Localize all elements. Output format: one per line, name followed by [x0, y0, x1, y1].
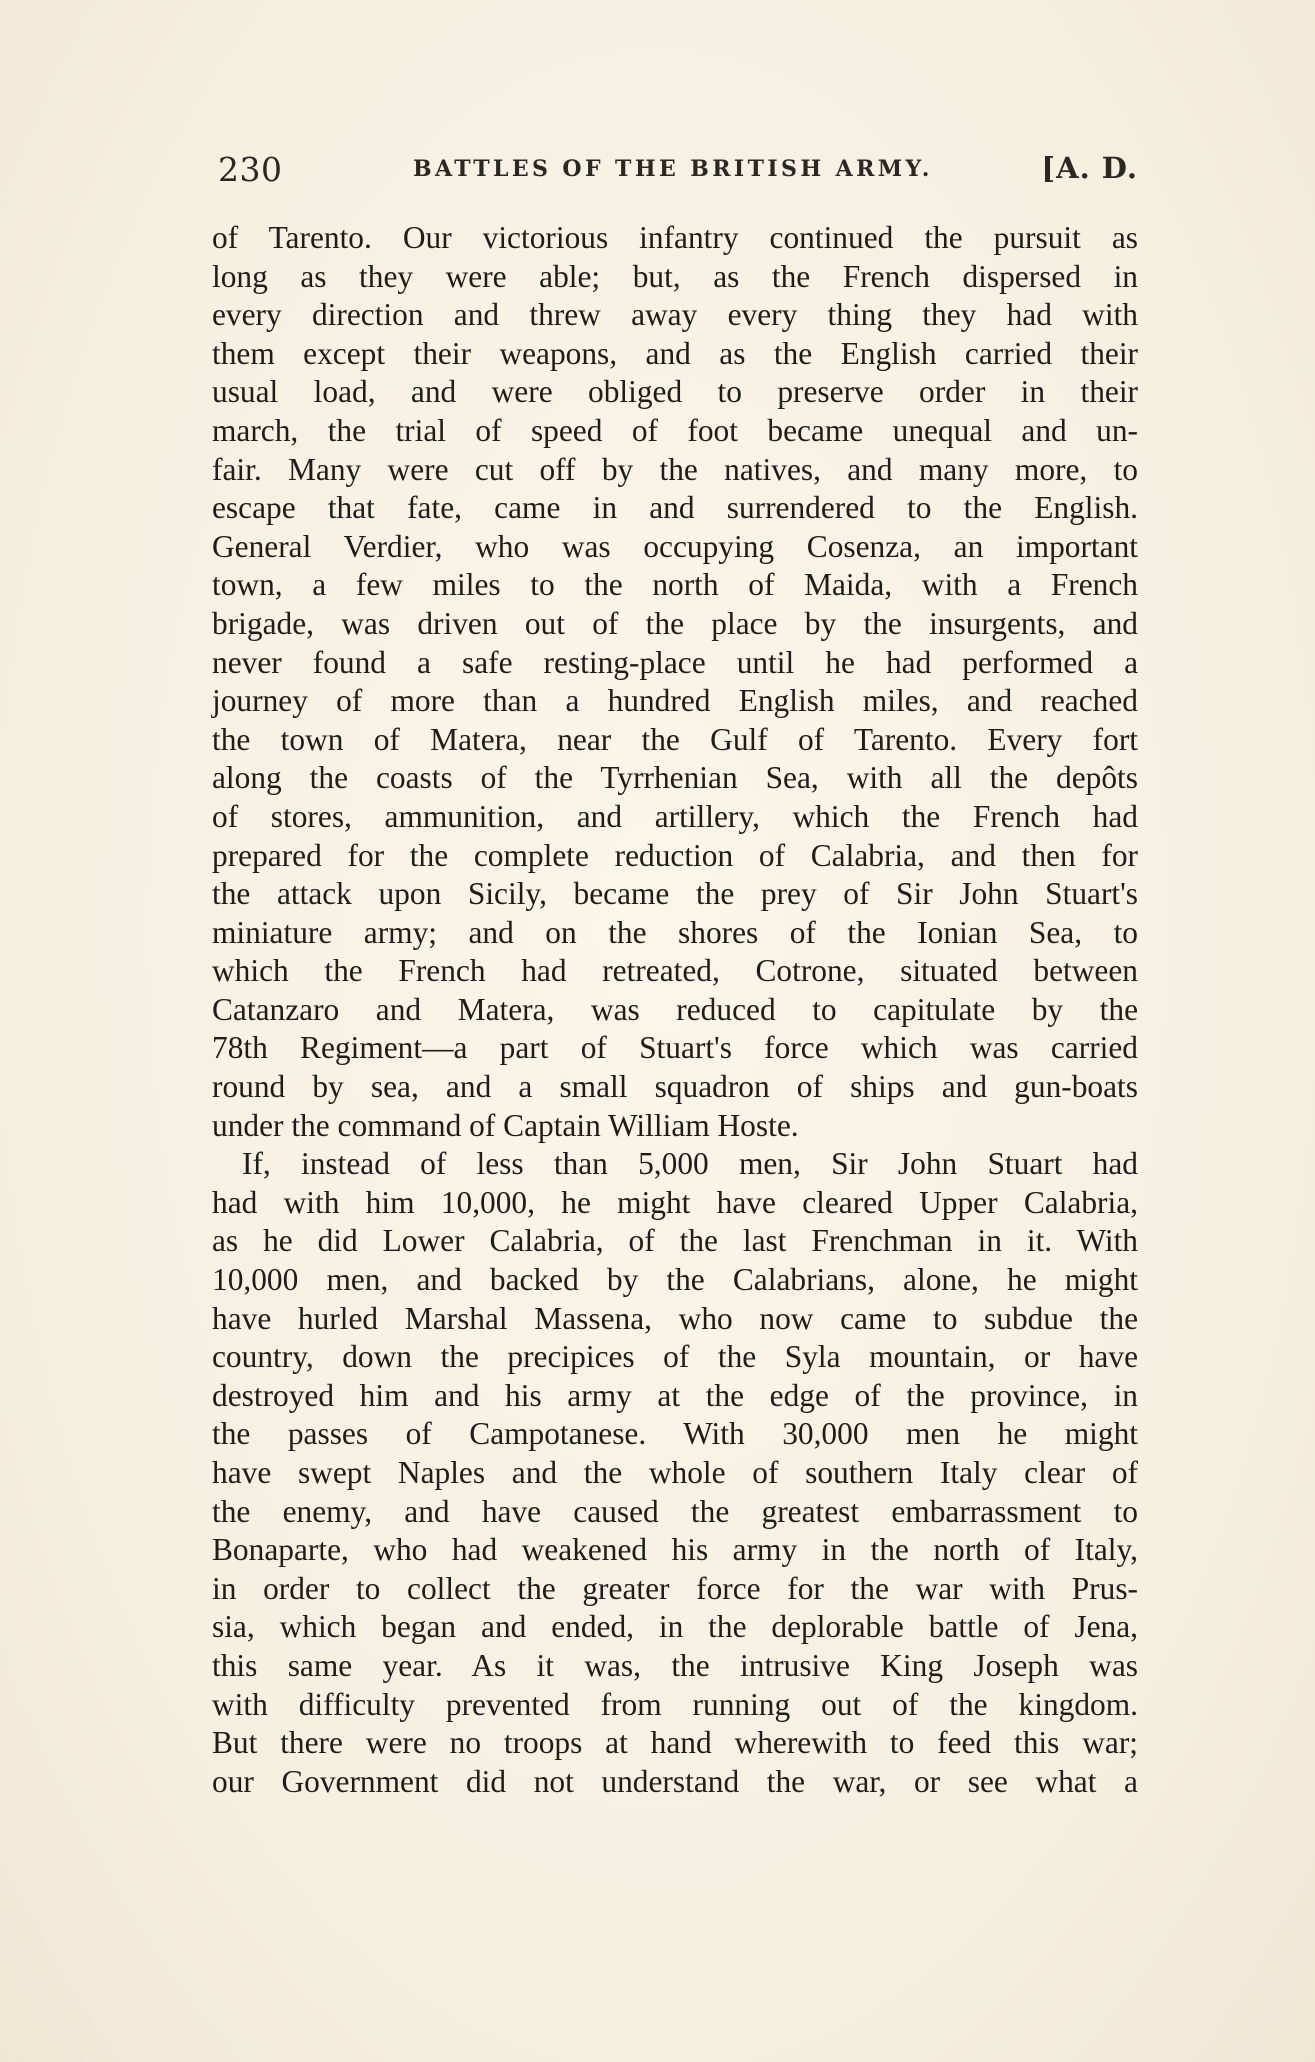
page-header	[218, 150, 1138, 190]
text-line: usual load, and were obliged to preserve order in their	[212, 374, 1138, 410]
text-line: with difficulty prevented from running out of the kingdom.	[212, 1686, 1138, 1722]
running-title: BATTLES OF THE BRITISH ARMY.	[413, 156, 933, 182]
text-line: have hurled Marshal Massena, who now came to subdue the	[212, 1300, 1138, 1336]
text-line: never found a safe resting-place until he had performed a	[212, 644, 1138, 680]
text-line: which the French had retreated, Cotrone, situated between	[212, 953, 1138, 989]
text-line: prepared for the complete reduction of Calabria, and then for	[212, 837, 1138, 873]
text-line: miniature army; and on the shores of the Ionian Sea, to	[212, 914, 1138, 950]
text-line: as he did Lower Calabria, of the last Frenchman in it. With	[212, 1223, 1138, 1259]
paragraph	[212, 1145, 1138, 1801]
text-line: have swept Naples and the whole of southern Italy clear of	[212, 1455, 1138, 1490]
paragraph	[212, 219, 1138, 1145]
text-line: brigade, was driven out of the place by the insurgents, and	[212, 605, 1138, 641]
text-line: this same year. As it was, the intrusive King Joseph was	[212, 1647, 1138, 1683]
text-line: destroyed him and his army at the edge of the province, in	[212, 1377, 1138, 1413]
text-line: the passes of Campotanese. With 30,000 men he might	[212, 1416, 1138, 1452]
text-line: of stores, ammunition, and artillery, which the French had	[212, 798, 1138, 834]
text-line: If, instead of less than 5,000 men, Sir John Stuart had	[242, 1146, 1138, 1182]
date-mark: [A. D.	[1041, 151, 1138, 185]
text-line: journey of more than a hundred English miles, and reached	[212, 683, 1138, 719]
text-line: 78th Regiment—a part of Stuart's force which was carried	[212, 1030, 1138, 1066]
body-text	[212, 219, 1138, 1801]
text-line: round by sea, and a small squadron of ships and gun-boats	[212, 1069, 1138, 1105]
text-line: the enemy, and have caused the greatest embarrassment to	[212, 1493, 1138, 1529]
text-line: march, the trial of speed of foot became unequal and un-	[212, 412, 1138, 448]
text-line: escape that fate, came in and surrendered to the English.	[212, 490, 1138, 526]
text-line: 10,000 men, and backed by the Calabrians, alone, he might	[212, 1262, 1138, 1298]
text-line: General Verdier, who was occupying Cosenza, an important	[212, 528, 1138, 564]
text-line: under the command of Captain William Hoste.	[212, 1107, 799, 1143]
text-line: town, a few miles to the north of Maida, with a French	[212, 567, 1138, 603]
text-line: country, down the precipices of the Syla mountain, or have	[212, 1339, 1138, 1375]
text-line: long as they were able; but, as the French dispersed in	[212, 258, 1138, 294]
text-line: But there were no troops at hand wherewith to feed this war;	[212, 1725, 1138, 1761]
text-line: had with him 10,000, he might have cleared Upper Calabria,	[212, 1184, 1138, 1220]
text-line: the town of Matera, near the Gulf of Tarento. Every fort	[212, 721, 1138, 757]
text-line: of Tarento. Our victorious infantry continued the pursuit as	[212, 220, 1138, 255]
text-line: our Government did not understand the war, or see what a	[212, 1763, 1138, 1799]
text-line: sia, which began and ended, in the deplorable battle of Jena,	[212, 1609, 1138, 1645]
page-number: 230	[218, 150, 283, 189]
text-line: along the coasts of the Tyrrhenian Sea, with all the depôts	[212, 760, 1138, 796]
text-line: the attack upon Sicily, became the prey of Sir John Stuart's	[212, 876, 1138, 912]
text-line: fair. Many were cut off by the natives, and many more, to	[212, 451, 1138, 487]
text-line: in order to collect the greater force for the war with Prus-	[212, 1570, 1138, 1606]
text-line: every direction and threw away every thing they had with	[212, 297, 1138, 333]
text-line: them except their weapons, and as the English carried their	[212, 335, 1138, 371]
text-line: Catanzaro and Matera, was reduced to capitulate by the	[212, 991, 1138, 1027]
text-line: Bonaparte, who had weakened his army in the north of Italy,	[212, 1532, 1138, 1568]
